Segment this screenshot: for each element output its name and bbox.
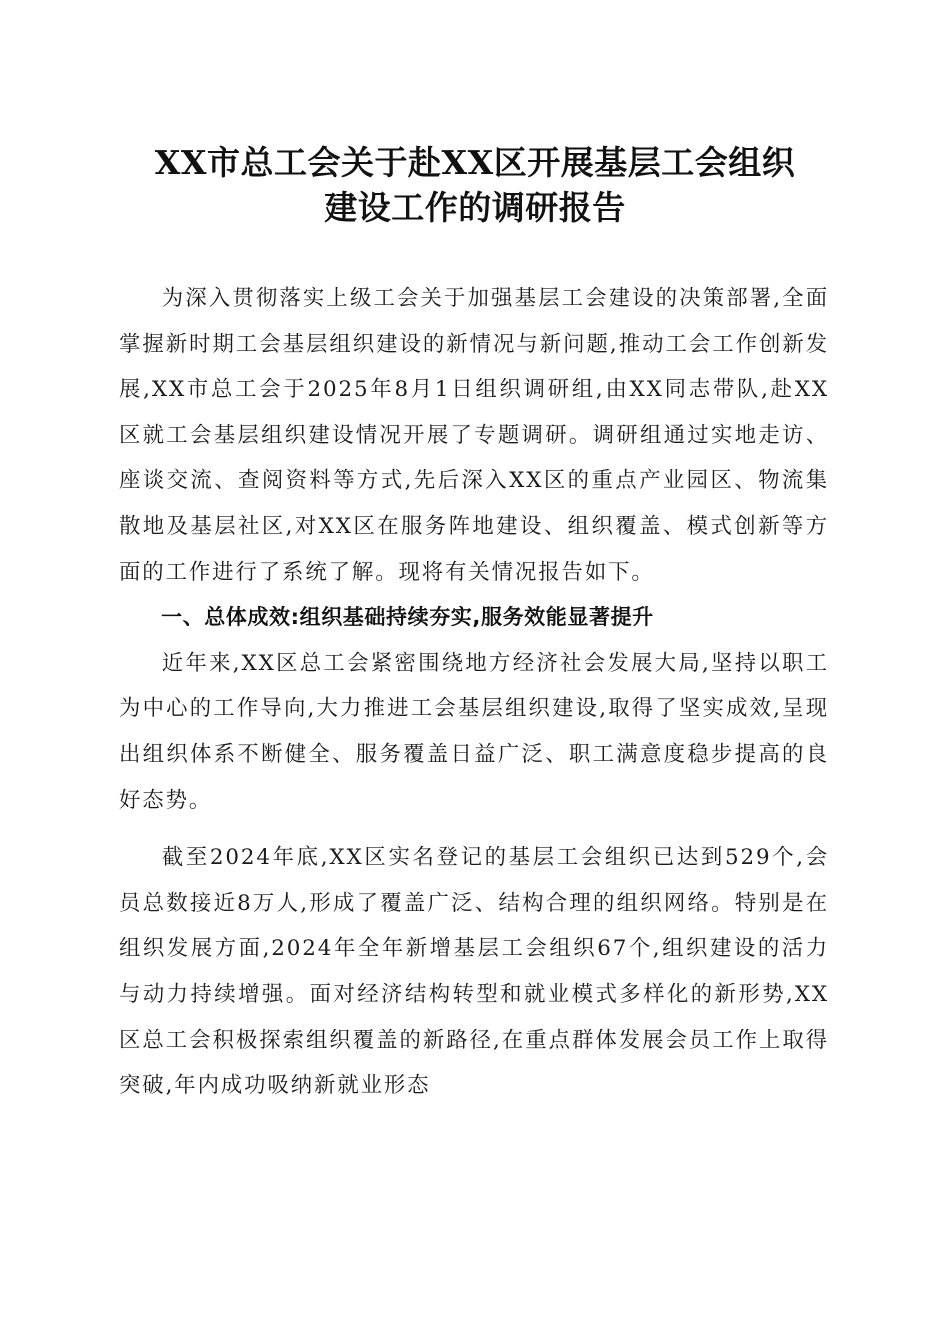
intro-paragraph: 为深入贯彻落实上级工会关于加强基层工会建设的决策部署,全面掌握新时期工会基层组织建设的新情况与新问题,推动工会工作创新发展,XX市总工会于2025年8月1日组织调研组,由XX同志带队,赴XX区就工会基层组织建设情况开展了专题调研。调研组通过实地走访、座谈交流、查阅资料等方式,先后深入XX区的重点产业园区、物流集散地及基层社区,对XX区在服务阵地建设、组织覆盖、模式创新等方面的工作进行了系统了解。现将有关情况报告如下。 (119, 286, 829, 585)
report-title (100, 140, 850, 230)
section-1-paragraph-2: 截至2024年底,XX区实名登记的基层工会组织已达到529个,会员总数接近8万人,形成了覆盖广泛、结构合理的组织网络。特别是在组织发展方面,2024年全年新增基层工会组织67个,组织建设的活力与动力持续增强。面对经济结构转型和就业模式多样化的新形势,XX区总工会积极探索组织覆盖的新路径,在重点群体发展会员工作上取得突破,年内成功吸纳新就业形态 (119, 845, 829, 1099)
report-body (119, 276, 829, 1109)
title-line-2: 建设工作的调研报告 (324, 188, 626, 227)
section-1-heading: 一、总体成效:组织基础持续夯实,服务效能显著提升 (161, 605, 654, 630)
section-1-paragraph-1: 近年来,XX区总工会紧密围绕地方经济社会发展大局,坚持以职工为中心的工作导向,大力推进工会基层组织建设,取得了坚实成效,呈现出组织体系不断健全、服务覆盖日益广泛、职工满意度稳步提高的良好态势。 (119, 650, 829, 813)
title-line-1: XX市总工会关于赴XX区开展基层工会组织 (154, 143, 796, 182)
